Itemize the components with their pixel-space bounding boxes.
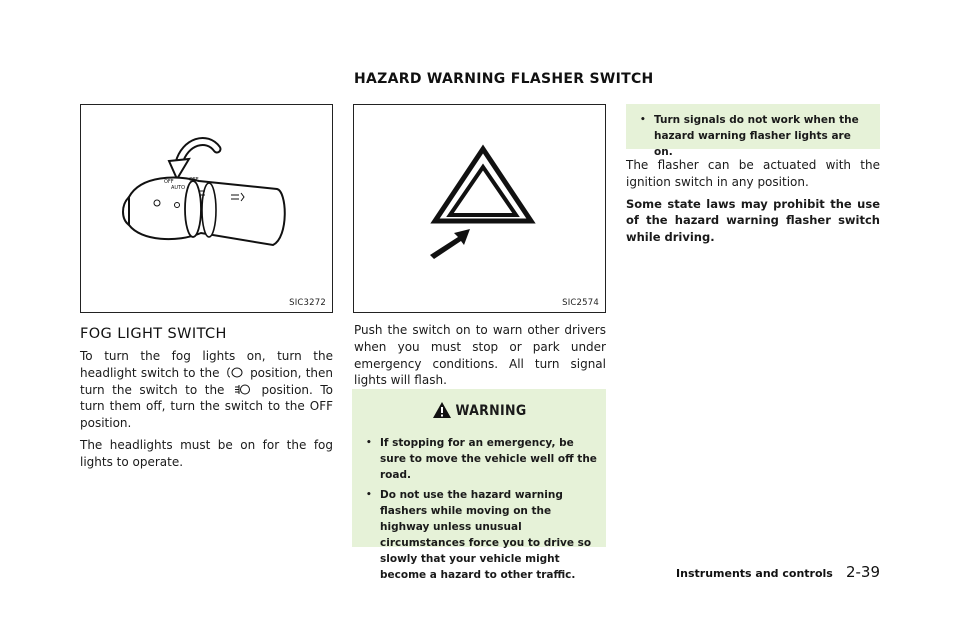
hazard-paragraph-2: The flasher can be actuated with the ignition switch in any position.	[626, 158, 880, 189]
hazard-section-col3	[626, 157, 880, 246]
hazard-triangle-outer	[435, 149, 531, 221]
fog-light-on-icon	[234, 384, 252, 395]
hazard-figure	[353, 104, 606, 313]
label-off-2: OFF	[189, 177, 199, 183]
label-off-1: OFF	[164, 179, 174, 185]
figure-code: SIC3272	[289, 298, 326, 308]
hazard-paragraph-1: Push the switch on to warn other drivers when you must stop or park under emergency conditions. All turn signal lights will flash.	[354, 323, 606, 388]
fog-p1-part-b: position, then turn the switch to the	[80, 365, 333, 397]
fog-paragraph-1	[80, 348, 333, 432]
fog-p1-part-a: To turn the fog lights on, turn the headlight switch to the	[80, 349, 333, 380]
label-auto: AUTO	[171, 185, 186, 191]
warning-item: • Do not use the hazard warning flashers while moving on the highway unless unusual circumstances force you to drive so slowly that your vehicle might become a hazard to other traffic.	[366, 487, 598, 583]
hazard-paragraph-3: Some state laws may prohibit the use of the hazard warning flasher switch while driving.	[626, 196, 880, 245]
footer-section-label: Instruments and controls	[676, 567, 833, 580]
highlight-item: • Turn signals do not work when the hazard warning flasher lights are on.	[640, 112, 872, 160]
fog-light-figure	[80, 104, 333, 313]
hazard-section-body	[354, 322, 606, 389]
section-title: HAZARD WARNING FLASHER SWITCH	[354, 71, 654, 87]
warning-title: WARNING	[455, 403, 527, 419]
warning-heading	[352, 401, 606, 419]
headlight-stalk-illustration	[81, 105, 332, 295]
fog-section-title: FOG LIGHT SWITCH	[80, 326, 227, 342]
page-number: 2-39	[845, 563, 880, 581]
push-arrow-icon	[430, 229, 470, 259]
fog-paragraph-2: The headlights must be on for the fog lights to operate.	[80, 437, 333, 469]
fog-section-body	[80, 348, 333, 471]
warning-list	[366, 435, 598, 587]
warning-item: • If stopping for an emergency, be sure to move the vehicle well off the road.	[366, 435, 598, 483]
warning-triangle-icon	[432, 401, 452, 419]
hazard-triangle-inner	[450, 167, 516, 215]
hazard-switch-illustration	[354, 105, 605, 295]
figure-code: SIC2574	[562, 298, 599, 308]
fog-p1-part-c: position. To turn them off, turn the switch to the OFF position.	[80, 382, 333, 431]
page-footer	[676, 562, 880, 581]
highlight-box	[626, 104, 880, 158]
headlight-on-icon	[226, 367, 244, 378]
warning-box	[352, 389, 606, 581]
